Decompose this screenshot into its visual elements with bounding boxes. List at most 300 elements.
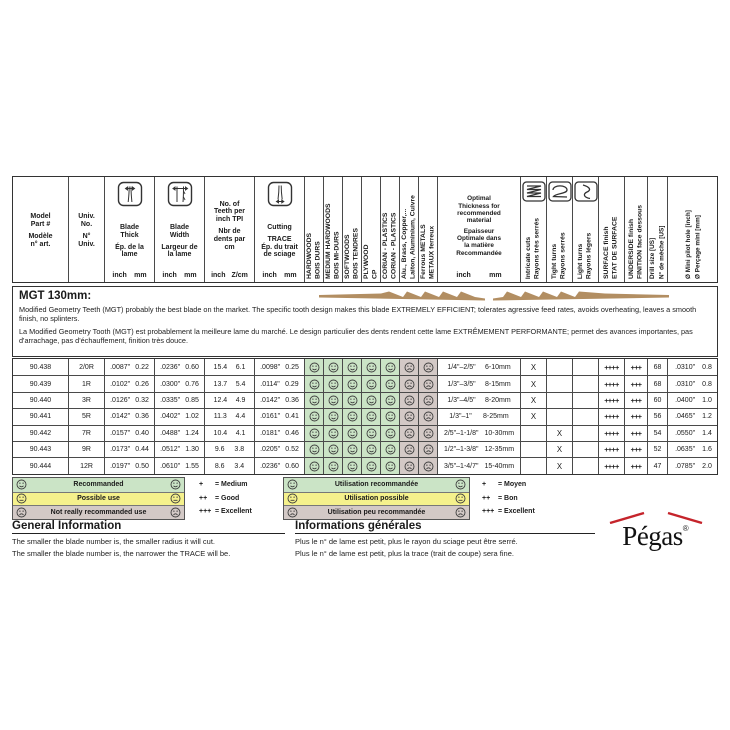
value-mm: 12-35mm: [484, 446, 515, 454]
turn-suitability-cell: [572, 458, 598, 473]
legend-row: [13, 505, 184, 519]
value-inch: .0087": [110, 363, 131, 371]
turn-suitability-cell: [546, 393, 572, 408]
value-mm: 15-40mm: [484, 462, 515, 470]
unit-label: inch: [112, 272, 127, 280]
surface-finish-cell: ++++: [598, 409, 624, 424]
header-label-lines: [438, 180, 520, 272]
face-good-icon: [366, 428, 377, 439]
material-rating-cell: [418, 426, 437, 441]
value-inch: .0550": [675, 429, 696, 437]
turn-suitability-cell: [546, 376, 572, 391]
value-inch: 2/5"–1-1/8": [443, 429, 479, 437]
face-bad-icon: [170, 507, 181, 518]
legend-label: Recommanded: [73, 481, 124, 489]
scale-symbol: +: [199, 481, 204, 489]
value-pair: [105, 381, 154, 388]
value-mm: 1.0: [702, 396, 712, 404]
face-good-icon: [385, 411, 396, 422]
face-bad-icon: [404, 428, 415, 439]
underside-finish-cell: +++: [624, 426, 647, 441]
value-mm: 3.4: [234, 462, 245, 470]
cutting-trace-cell: [254, 458, 304, 473]
material-rating-cell: [418, 393, 437, 408]
header-label-line: dents par: [213, 235, 246, 243]
cutting-trace-cell: [254, 426, 304, 441]
value-mm: 0.36: [285, 396, 299, 404]
table-row: [13, 441, 717, 457]
univ-no-cell: 7R: [68, 426, 104, 441]
material-column-header: [304, 177, 323, 282]
face-good-icon: [309, 444, 320, 455]
value-inch: .0610": [160, 462, 181, 470]
value-mm: 0.52: [285, 446, 299, 454]
header-label-line: Model: [30, 213, 51, 221]
blade-thickness-cell: [104, 376, 154, 391]
value-mm: 0.40: [135, 429, 149, 437]
value-pair: [105, 364, 154, 371]
value-mm: 5.4: [235, 380, 246, 388]
turn-type-column-header: [572, 177, 598, 282]
blade-width-cell: [154, 458, 204, 473]
turn-suitability-cell: [572, 409, 598, 424]
material-rating-cell: [304, 409, 323, 424]
value-mm: 10-30mm: [484, 429, 515, 437]
value-inch: .0142": [260, 396, 281, 404]
value-pair: [205, 413, 254, 420]
turn-suitability-cell: [520, 458, 546, 473]
material-rating-cell: [323, 359, 342, 375]
value-inch: .0126": [110, 396, 131, 404]
material-rating-cell: [361, 458, 380, 473]
value-pair: [205, 381, 254, 388]
tpi-cell: [204, 376, 254, 391]
material-rating-cell: [323, 442, 342, 457]
header-label-line: Univ.: [78, 213, 95, 221]
face-good-icon: [366, 395, 377, 406]
face-good-icon: [347, 444, 358, 455]
face-good-icon: [287, 479, 298, 490]
value-mm: 8-20mm: [484, 396, 511, 404]
material-rating-cell: [342, 393, 361, 408]
material-rating-cell: [380, 426, 399, 441]
material-rating-cell: [380, 458, 399, 473]
rotated-label: MEDIUM HARDWOODS BOIS MI-DURS: [324, 203, 340, 279]
turn-suitability-cell: X: [546, 442, 572, 457]
general-information-title: General Information: [12, 520, 285, 534]
face-good-icon: [385, 362, 396, 373]
rotated-label-wrap: [599, 180, 624, 282]
value-pair: [205, 364, 254, 371]
legend-box-fr: [283, 477, 470, 520]
blade-width-cell: [154, 442, 204, 457]
value-inch: 1/2"–1-3/8": [443, 446, 479, 454]
material-rating-cell: [399, 426, 418, 441]
face-bad-icon: [423, 379, 434, 390]
cutting-trace-cell: [254, 409, 304, 424]
material-rating-cell: [361, 426, 380, 441]
value-mm: 0.50: [135, 462, 149, 470]
face-bad-icon: [404, 379, 415, 390]
turn-type-column-header: [546, 177, 572, 282]
cutting-trace-icon: [267, 181, 293, 210]
cutting-trace-cell: [254, 393, 304, 408]
value-mm: 0.36: [135, 413, 149, 421]
value-mm: 8-15mm: [484, 380, 511, 388]
scale-row: [199, 505, 252, 519]
pilot-hole-column-header: [667, 177, 719, 282]
header-units: [255, 272, 304, 282]
value-inch: .0181": [260, 429, 281, 437]
face-good-icon: [347, 362, 358, 373]
face-bad-icon: [455, 507, 466, 518]
value-mm: 0.76: [185, 380, 199, 388]
rotated-label-wrap: [419, 180, 437, 282]
value-mm: 1.6: [702, 446, 712, 454]
material-rating-cell: [418, 376, 437, 391]
value-pair: [255, 381, 304, 388]
legend-box-en: [12, 477, 185, 520]
value-pair: [438, 430, 520, 437]
surface-finish-cell: ++++: [598, 376, 624, 391]
optimal-thickness-column-header: [437, 177, 520, 282]
face-good-icon: [328, 411, 339, 422]
value-mm: 1.2: [702, 413, 712, 421]
drill-size-column-header: [647, 177, 667, 282]
header-label-lines: [69, 180, 104, 282]
scale-row: [482, 492, 535, 506]
model-cell: 90.441: [29, 413, 52, 421]
material-rating-cell: [418, 458, 437, 473]
face-good-icon: [366, 444, 377, 455]
face-good-icon: [385, 461, 396, 472]
header-label-line: Width: [169, 231, 190, 239]
header-units: [155, 272, 204, 282]
surface-finish-cell: ++++: [598, 393, 624, 408]
blade-thickness-cell: [104, 426, 154, 441]
material-rating-cell: [380, 359, 399, 375]
univ-no-column-header: [68, 177, 104, 282]
value-pair: [438, 381, 520, 388]
blade-width-cell: [154, 359, 204, 375]
rotated-label: UNDERSIDE finish FINITION face dessous: [627, 204, 643, 279]
face-good-icon: [385, 379, 396, 390]
turn-suitability-cell: X: [520, 393, 546, 408]
rotated-label-wrap: [305, 180, 323, 282]
model-cell: 90.444: [29, 462, 52, 470]
value-pair: [668, 364, 719, 371]
tpi-cell: [204, 393, 254, 408]
face-good-icon: [170, 479, 181, 490]
face-bad-icon: [404, 444, 415, 455]
material-rating-cell: [380, 409, 399, 424]
value-inch: .0098": [260, 363, 281, 371]
value-mm: 0.25: [285, 363, 299, 371]
value-mm: 0.32: [135, 396, 149, 404]
header-label-line: Epaisseur: [463, 228, 495, 236]
header-label-line: Univ.: [78, 240, 95, 248]
optimal-thickness-cell: [437, 458, 520, 473]
material-column-header: [399, 177, 418, 282]
surface-finish-cell: ++++: [598, 359, 624, 375]
value-inch: 9.6: [214, 446, 225, 454]
value-pair: [255, 413, 304, 420]
value-mm: 0.46: [285, 429, 299, 437]
tpi-cell: [204, 458, 254, 473]
value-mm: 1.55: [185, 462, 199, 470]
value-pair: [105, 430, 154, 437]
material-rating-cell: [304, 442, 323, 457]
value-pair: [438, 446, 520, 453]
rotated-label-wrap: [324, 180, 342, 282]
pilot-hole-cell: [667, 442, 719, 457]
face-good-icon: [328, 362, 339, 373]
value-inch: .0236": [260, 462, 281, 470]
value-inch: .0785": [675, 462, 696, 470]
underside-finish-cell: +++: [624, 458, 647, 473]
face-good-icon: [309, 411, 320, 422]
logo-text: Pégas: [622, 521, 683, 551]
model-cell: 90.442: [29, 429, 52, 437]
rotated-label: CORIAN - PLASTICS CORIAN - PLASTICS: [381, 212, 397, 279]
unit-label: mm: [184, 272, 197, 280]
underside-finish-cell: +++: [624, 359, 647, 375]
header-label-line: n° art.: [30, 240, 51, 248]
model-cell: 90.438: [29, 363, 52, 371]
value-pair: [255, 364, 304, 371]
info-line: The smaller the blade number is, the smaller radius it will cut.: [12, 537, 215, 546]
header-label-line: Blade: [119, 223, 140, 231]
value-inch: 12.4: [213, 396, 228, 404]
table-row: [13, 359, 717, 375]
value-mm: 1.30: [185, 446, 199, 454]
material-rating-cell: [361, 359, 380, 375]
value-mm: 1.02: [185, 413, 199, 421]
header-label-lines: [13, 180, 68, 282]
scale-symbol: +++: [199, 508, 212, 516]
face-good-icon: [309, 428, 320, 439]
header-label-lines: [205, 180, 254, 272]
spec-table-body: [12, 358, 718, 475]
material-rating-cell: [399, 359, 418, 375]
drill-size-cell: 52: [647, 442, 667, 457]
tpi-cell: [204, 442, 254, 457]
scale-label: = Bon: [498, 494, 518, 502]
material-rating-cell: [361, 409, 380, 424]
header-label-lines: [155, 211, 204, 272]
header-label-line: la matière: [464, 242, 494, 250]
cutting-trace-column-header: [254, 177, 304, 282]
optimal-thickness-cell: [437, 376, 520, 391]
material-rating-cell: [399, 458, 418, 473]
header-label-line: de sciage: [263, 251, 296, 259]
header-label-line: Blade: [169, 223, 190, 231]
cutting-trace-cell: [254, 359, 304, 375]
unit-label: mm: [284, 272, 297, 280]
material-column-header: [380, 177, 399, 282]
value-pair: [668, 430, 719, 437]
material-rating-cell: [323, 376, 342, 391]
header-label-line: Modèle: [28, 233, 53, 240]
face-good-icon: [366, 461, 377, 472]
value-inch: .0335": [160, 396, 181, 404]
value-pair: [438, 463, 520, 470]
rotated-label-wrap: [547, 206, 572, 282]
blade-thickness-cell: [104, 393, 154, 408]
material-rating-cell: [323, 458, 342, 473]
surface-finish-column-header: [598, 177, 624, 282]
value-mm: 0.60: [185, 363, 199, 371]
face-bad-icon: [404, 395, 415, 406]
model-cell: 90.443: [29, 446, 52, 454]
header-label-line: Ép. du trait: [261, 243, 298, 251]
value-mm: 1.4: [702, 429, 712, 437]
rotated-label-wrap: [573, 206, 598, 282]
material-rating-cell: [342, 409, 361, 424]
face-good-icon: [366, 362, 377, 373]
unit-label: inch: [162, 272, 177, 280]
rotated-label: Intricate cuts Rayons très serrés: [525, 217, 541, 279]
drill-size-cell: 54: [647, 426, 667, 441]
face-bad-icon: [423, 428, 434, 439]
face-good-icon: [385, 428, 396, 439]
value-inch: 1/3"–3/5": [447, 380, 476, 388]
face-neutral-icon: [16, 493, 27, 504]
value-inch: .0142": [110, 413, 131, 421]
univ-no-cell: 12R: [68, 458, 104, 473]
optimal-thickness-cell: [437, 442, 520, 457]
face-neutral-icon: [170, 493, 181, 504]
unit-label: inch: [211, 272, 226, 280]
blade-thickness-icon: [117, 181, 143, 210]
blade-photo: [319, 289, 669, 309]
value-inch: .0465": [675, 413, 696, 421]
material-rating-cell: [399, 376, 418, 391]
surface-finish-cell: ++++: [598, 442, 624, 457]
turn-suitability-cell: [546, 409, 572, 424]
model-cell: 90.440: [29, 396, 52, 404]
header-units: [105, 272, 154, 282]
value-mm: 0.22: [135, 363, 149, 371]
value-pair: [668, 413, 719, 420]
rotated-label-wrap: [625, 180, 647, 282]
rotated-label-wrap: [362, 180, 380, 282]
blade-thickness-cell: [104, 442, 154, 457]
scale-label: = Medium: [215, 481, 248, 489]
turn-suitability-cell: X: [546, 458, 572, 473]
material-rating-cell: [342, 458, 361, 473]
header-label-line: Largeur de: [161, 243, 198, 251]
scale-label: = Excellent: [215, 508, 252, 516]
header-label-line: Optimal: [467, 195, 491, 203]
rotated-label: Tight turns Rayons serrés: [551, 232, 567, 279]
value-pair: [668, 446, 719, 453]
value-pair: [255, 397, 304, 404]
legend-label: Utilisation recommandée: [334, 481, 419, 489]
value-mm: 0.41: [285, 413, 299, 421]
face-bad-icon: [404, 461, 415, 472]
value-mm: 0.85: [185, 396, 199, 404]
material-rating-cell: [304, 458, 323, 473]
info-line: Plus le n° de lame est petit, plus le rayon du sciage peut être serré.: [295, 537, 518, 546]
value-pair: [205, 463, 254, 470]
value-inch: .0310": [675, 380, 696, 388]
optimal-thickness-cell: [437, 409, 520, 424]
rotated-label: HARDWOODS BOIS DURS: [305, 232, 321, 279]
value-pair: [155, 397, 204, 404]
value-inch: .0402": [160, 413, 181, 421]
turn-suitability-cell: X: [520, 359, 546, 375]
scale-row: [199, 478, 252, 492]
header-label-lines: [105, 211, 154, 272]
value-pair: [438, 397, 520, 404]
material-rating-cell: [361, 442, 380, 457]
material-rating-cell: [361, 393, 380, 408]
face-good-icon: [366, 411, 377, 422]
face-neutral-icon: [455, 493, 466, 504]
cutting-trace-cell: [254, 442, 304, 457]
material-rating-cell: [399, 393, 418, 408]
face-good-icon: [16, 479, 27, 490]
face-good-icon: [455, 479, 466, 490]
header-label-line: Optimale dans: [456, 235, 502, 243]
header-label-line: Part #: [30, 221, 51, 229]
drill-size-cell: 68: [647, 376, 667, 391]
cutting-trace-cell: [254, 376, 304, 391]
value-inch: .0635": [675, 446, 696, 454]
value-mm: 1.24: [185, 429, 199, 437]
material-rating-cell: [380, 376, 399, 391]
material-column-header: [361, 177, 380, 282]
value-pair: [155, 446, 204, 453]
scale-label: = Excellent: [498, 508, 535, 516]
value-pair: [105, 463, 154, 470]
material-rating-cell: [304, 376, 323, 391]
scale-symbol: +++: [482, 508, 495, 516]
turn-suitability-cell: [546, 359, 572, 375]
material-rating-cell: [418, 409, 437, 424]
rotated-label: SURFACE finish ETAT DE SURFACE: [603, 216, 619, 279]
value-inch: .0114": [260, 380, 280, 388]
blade-thickness-column-header: [104, 177, 154, 282]
header-label-line: Nbr de: [218, 228, 241, 236]
face-bad-icon: [16, 507, 27, 518]
pilot-hole-cell: [667, 393, 719, 408]
face-bad-icon: [404, 411, 415, 422]
info-line: The smaller the blade number is, the narrower the TRACE will be.: [12, 548, 231, 558]
face-good-icon: [309, 362, 320, 373]
turn-suitability-cell: [572, 426, 598, 441]
univ-no-cell: 5R: [68, 409, 104, 424]
legend-label: Possible use: [77, 495, 120, 503]
tpi-cell: [204, 409, 254, 424]
table-row: [13, 408, 717, 424]
tight-turns-icon: [548, 181, 572, 205]
legend-label: Not really recommanded use: [50, 508, 147, 516]
value-mm: 2.0: [702, 462, 712, 470]
value-inch: 3/5"–1-4/7": [443, 462, 479, 470]
underside-finish-cell: +++: [624, 393, 647, 408]
material-rating-cell: [342, 359, 361, 375]
turn-suitability-cell: [520, 426, 546, 441]
spec-table-header: [12, 176, 718, 283]
face-good-icon: [347, 379, 358, 390]
value-mm: 6.1: [235, 363, 246, 371]
scale-row: [482, 505, 535, 519]
material-rating-cell: [342, 442, 361, 457]
scale-row: [199, 492, 252, 506]
material-rating-cell: [342, 376, 361, 391]
